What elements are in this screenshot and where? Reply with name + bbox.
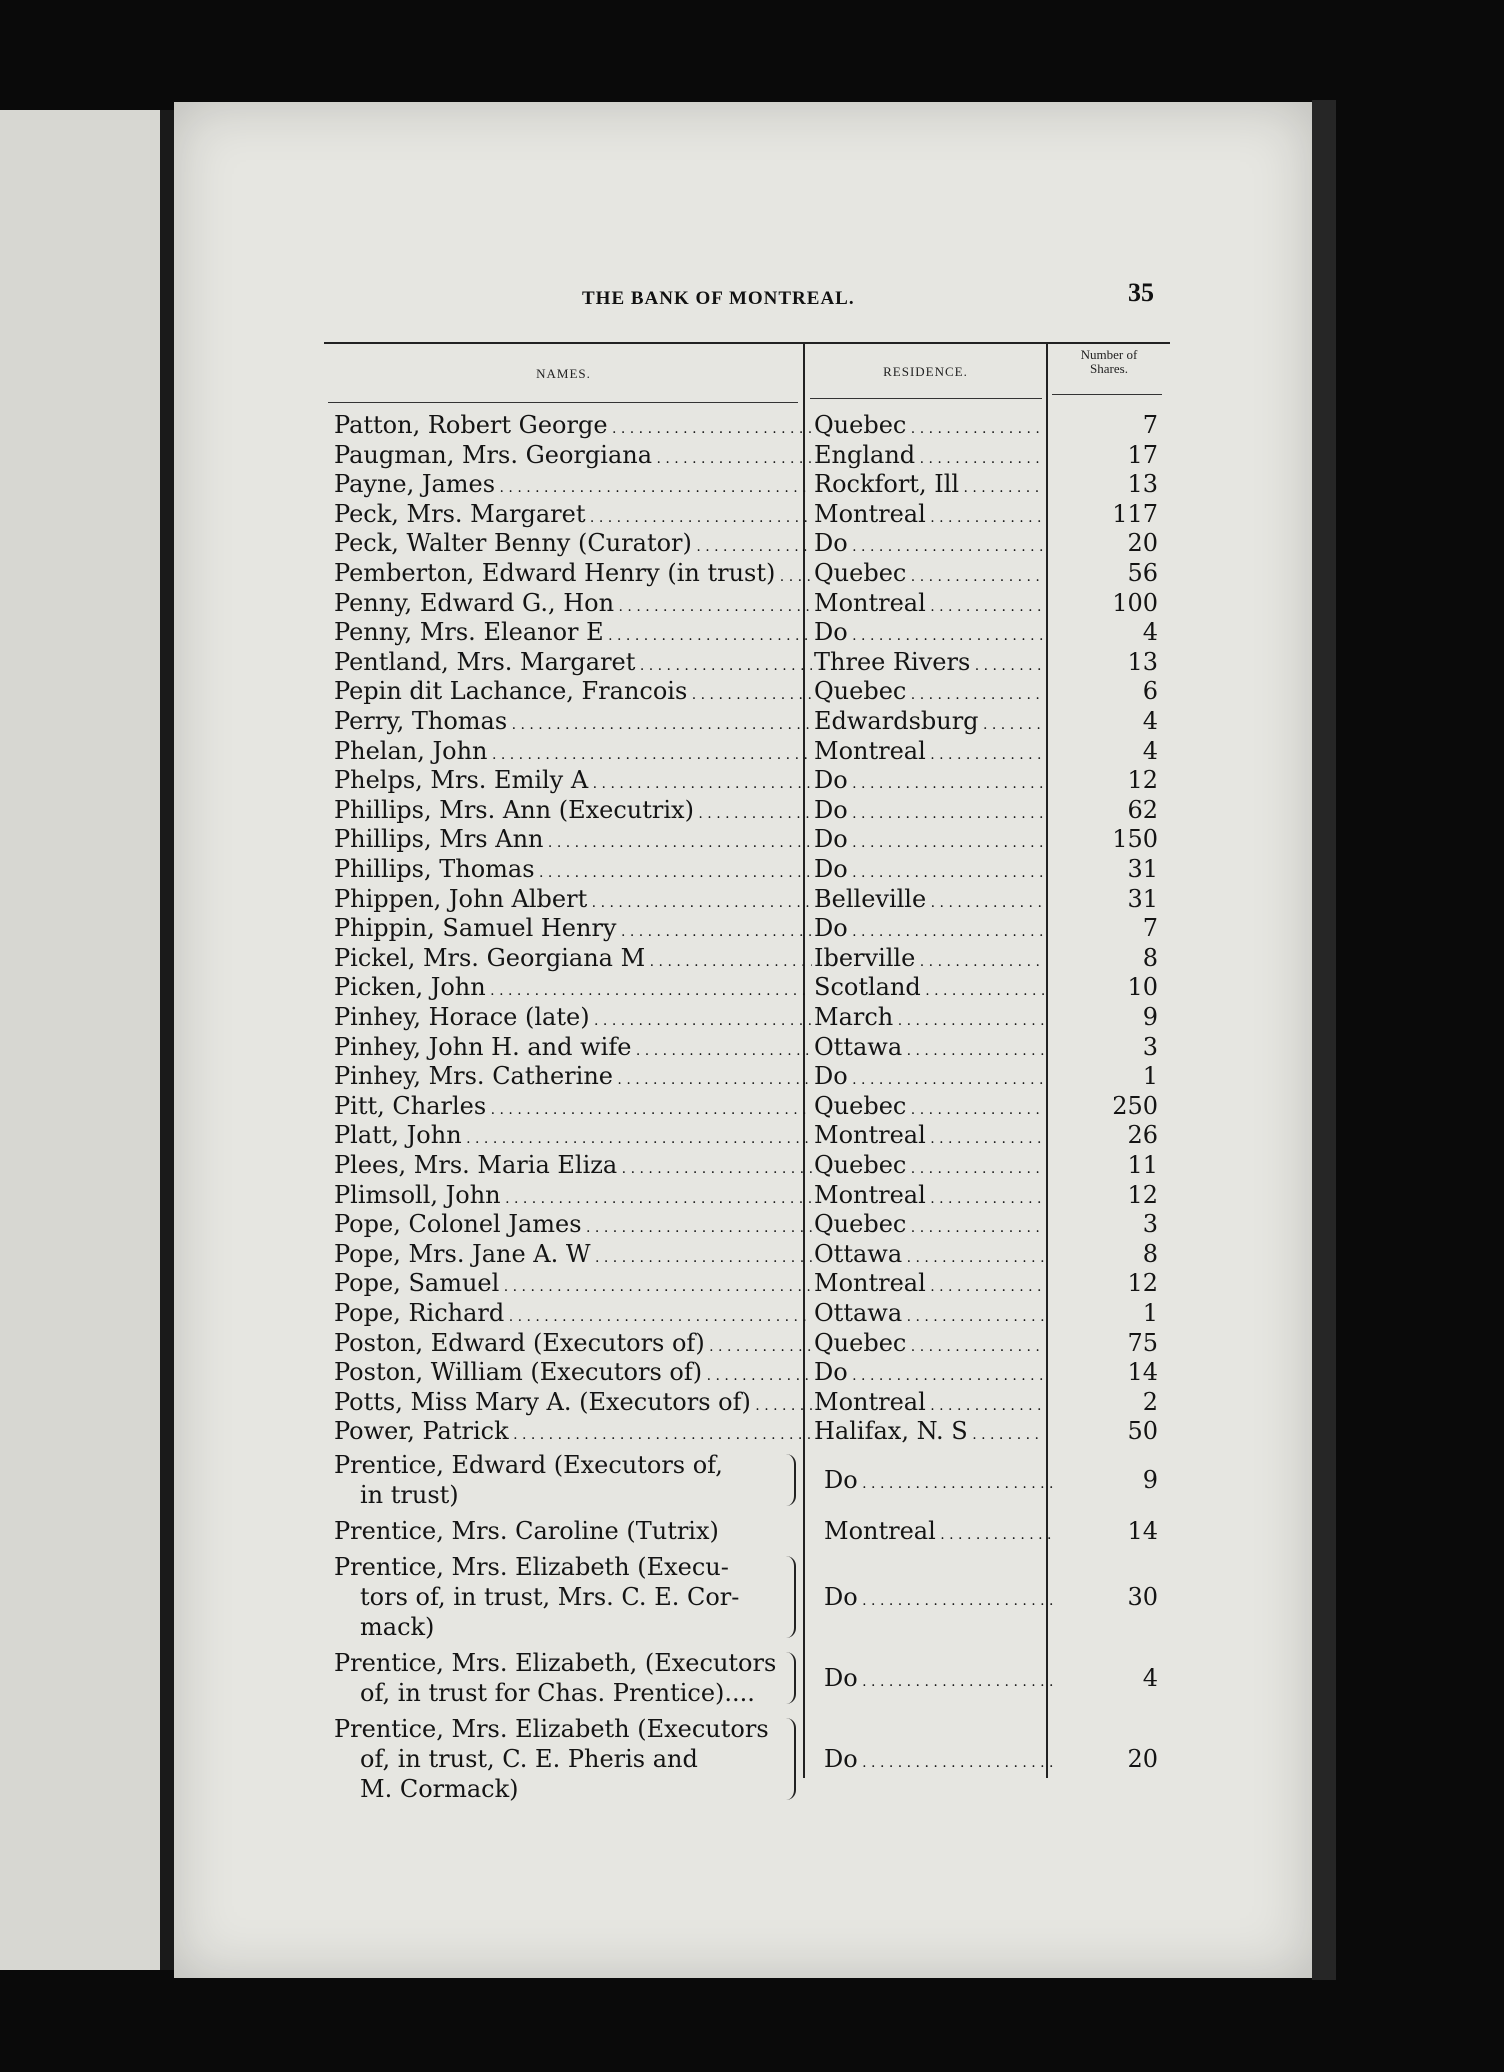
cell-residence: Quebec . . . <box>814 1150 1044 1184</box>
table-row <box>324 1002 1170 1032</box>
cell-shares: 4 <box>1142 736 1158 765</box>
cell-name: Poston, William (Executors of) . . . <box>334 1357 812 1391</box>
cell-shares: 7 <box>1142 914 1158 943</box>
cell-name: Pickel, Mrs. Georgiana M . . . <box>334 943 812 977</box>
cell-shares: 14 <box>1127 1517 1158 1545</box>
cell-residence: Edwardsburg . . . <box>814 706 1044 740</box>
cell-residence: Do . . . <box>824 1744 1054 1778</box>
table-row <box>324 884 1170 914</box>
table-row <box>324 1209 1170 1239</box>
brace-mark <box>784 1652 796 1704</box>
cell-name: Perry, Thomas . . . <box>334 706 812 740</box>
table-row <box>324 736 1170 766</box>
cell-shares: 8 <box>1142 943 1158 972</box>
page-number: 35 <box>1128 278 1154 307</box>
cell-residence: Do . . . <box>824 1465 1054 1499</box>
cell-shares: 3 <box>1142 1032 1158 1061</box>
cell-residence: Montreal . . . <box>814 1268 1044 1302</box>
table-row <box>324 1061 1170 1091</box>
cell-residence: Montreal . . . <box>814 1387 1044 1421</box>
page-header <box>174 278 1312 328</box>
table-row <box>324 1357 1170 1387</box>
cell-name: Pinhey, Mrs. Catherine . . . <box>334 1061 812 1095</box>
table-row <box>324 1239 1170 1269</box>
cell-name-line: Prentice, Mrs. Caroline (Tutrix) <box>334 1517 719 1545</box>
cell-shares: 20 <box>1127 1745 1158 1773</box>
cell-shares: 1 <box>1142 1062 1158 1091</box>
gutter-shadow <box>160 110 174 1970</box>
table-row <box>324 913 1170 943</box>
column-header-names: NAMES. <box>536 366 591 381</box>
cell-residence: Scotland . . . <box>814 972 1044 1006</box>
cell-residence: Do . . . <box>814 795 1044 829</box>
column-header-residence: RESIDENCE. <box>883 364 968 379</box>
table-row <box>324 676 1170 706</box>
facing-page <box>0 110 160 1970</box>
table-row <box>324 1091 1170 1121</box>
shareholder-table <box>324 342 1170 1803</box>
table-row-multiline <box>324 1714 1170 1804</box>
table-row <box>324 410 1170 440</box>
cell-shares: 250 <box>1112 1091 1158 1120</box>
cell-name: Plees, Mrs. Maria Eliza . . . <box>334 1150 812 1184</box>
cell-name: Potts, Miss Mary A. (Executors of) . . . <box>334 1387 812 1421</box>
cell-name-line: Prentice, Mrs. Elizabeth (Executors <box>334 1715 769 1743</box>
cell-shares: 11 <box>1127 1151 1158 1179</box>
cell-shares: 150 <box>1112 825 1158 854</box>
cell-residence: Quebec . . . <box>814 1091 1044 1125</box>
cell-name: Peck, Walter Benny (Curator) . . . <box>334 528 812 562</box>
cell-residence: Do . . . <box>824 1663 1054 1697</box>
table-row <box>324 499 1170 529</box>
cell-name: Power, Patrick . . . <box>334 1416 812 1450</box>
cell-residence: Three Rivers . . . <box>814 647 1044 681</box>
cell-name: Pope, Mrs. Jane A. W . . . <box>334 1239 812 1273</box>
cell-shares: 30 <box>1127 1583 1158 1611</box>
brace-mark <box>784 1718 796 1800</box>
cell-shares: 4 <box>1142 618 1158 647</box>
cell-shares: 10 <box>1127 973 1158 1002</box>
cell-residence: Montreal . . . <box>814 588 1044 622</box>
cell-shares: 4 <box>1142 707 1158 735</box>
cell-shares: 117 <box>1112 499 1158 528</box>
running-title: THE BANK OF MONTREAL. <box>582 288 855 309</box>
cell-shares: 9 <box>1142 1466 1158 1494</box>
cell-name-line: of, in trust, C. E. Pheris and <box>360 1745 698 1773</box>
table-row <box>324 528 1170 558</box>
cell-name: Phelan, John . . . <box>334 736 812 770</box>
table-row-multiline <box>324 1552 1170 1642</box>
cell-residence: Ottawa . . . <box>814 1298 1044 1332</box>
cell-name-line: Prentice, Mrs. Elizabeth, (Executors <box>334 1649 777 1677</box>
table-row <box>324 647 1170 677</box>
cell-residence: Do . . . <box>814 854 1044 888</box>
cell-residence: Do . . . <box>814 765 1044 799</box>
cell-shares: 7 <box>1142 411 1158 439</box>
cell-shares: 56 <box>1127 559 1158 587</box>
cell-shares: 75 <box>1127 1328 1158 1357</box>
table-row <box>324 588 1170 618</box>
cell-shares: 14 <box>1127 1358 1158 1387</box>
cell-name: Poston, Edward (Executors of) . . . <box>334 1328 812 1362</box>
cell-name-line: Prentice, Mrs. Elizabeth (Execu- <box>334 1553 729 1581</box>
cell-residence: Quebec . . . <box>814 676 1044 710</box>
table-row <box>324 617 1170 647</box>
cell-residence: Montreal . . . <box>814 1120 1044 1154</box>
cell-residence: March . . . <box>814 1002 1044 1036</box>
cell-name-line: tors of, in trust, Mrs. C. E. Cor- <box>360 1583 740 1611</box>
cell-shares: 20 <box>1127 529 1158 558</box>
cell-name: Pope, Richard . . . <box>334 1298 812 1332</box>
cell-name: Payne, James . . . <box>334 469 812 503</box>
page-edge <box>1312 100 1336 1980</box>
cell-name-line: M. Cormack) <box>360 1775 519 1803</box>
cell-name: Pope, Colonel James . . . <box>334 1209 812 1243</box>
table-row <box>324 765 1170 795</box>
header-rule-shares <box>1052 394 1162 395</box>
cell-residence: Quebec . . . <box>814 1209 1044 1243</box>
cell-shares: 31 <box>1127 884 1158 913</box>
cell-shares: 17 <box>1127 440 1158 469</box>
header-rule-names <box>328 402 798 403</box>
column-header-shares-line1: Number of <box>1080 347 1138 362</box>
cell-name: Pinhey, John H. and wife . . . <box>334 1032 812 1066</box>
cell-name-line: mack) <box>360 1613 435 1641</box>
table-row <box>324 943 1170 973</box>
table-row <box>324 1032 1170 1062</box>
cell-name: Pope, Samuel . . . <box>334 1268 812 1302</box>
table-row-multiline <box>324 1516 1170 1546</box>
cell-name: Picken, John . . . <box>334 972 812 1006</box>
cell-shares: 13 <box>1127 647 1158 676</box>
cell-residence: Do . . . <box>814 528 1044 562</box>
table-row <box>324 972 1170 1002</box>
cell-residence: Montreal . . . <box>824 1516 1054 1550</box>
table-row <box>324 854 1170 884</box>
cell-residence: Do . . . <box>814 1357 1044 1391</box>
cell-shares: 13 <box>1127 470 1158 499</box>
cell-shares: 50 <box>1127 1417 1158 1446</box>
table-row <box>324 795 1170 825</box>
cell-residence: Montreal . . . <box>814 1180 1044 1214</box>
cell-shares: 6 <box>1142 677 1158 706</box>
cell-residence: Do . . . <box>814 913 1044 947</box>
cell-shares: 9 <box>1142 1003 1158 1031</box>
table-row <box>324 1416 1170 1446</box>
cell-name: Phippen, John Albert . . . <box>334 884 812 918</box>
cell-shares: 31 <box>1127 855 1158 883</box>
cell-residence: Iberville . . . <box>814 943 1044 977</box>
cell-residence: Do . . . <box>814 617 1044 651</box>
table-row <box>324 706 1170 736</box>
table-row <box>324 1387 1170 1417</box>
cell-residence: Belleville . . . <box>814 884 1044 918</box>
document-page <box>174 102 1312 1978</box>
table-top-rule <box>324 342 1170 344</box>
cell-name: Plimsoll, John . . . <box>334 1180 812 1214</box>
cell-name: Phelps, Mrs. Emily A . . . <box>334 765 812 799</box>
cell-shares: 3 <box>1142 1210 1158 1239</box>
cell-name: Penny, Edward G., Hon . . . <box>334 588 812 622</box>
cell-name: Patton, Robert George . . . <box>334 410 812 444</box>
cell-residence: Montreal . . . <box>814 499 1044 533</box>
cell-residence: England . . . <box>814 440 1044 474</box>
cell-residence: Quebec . . . <box>814 410 1044 444</box>
table-row <box>324 1298 1170 1328</box>
cell-residence: Do . . . <box>814 824 1044 858</box>
cell-shares: 26 <box>1127 1121 1158 1150</box>
table-row <box>324 558 1170 588</box>
table-row <box>324 824 1170 854</box>
cell-residence: Halifax, N. S . . . <box>814 1416 1044 1450</box>
table-row <box>324 1180 1170 1210</box>
table-row-multiline <box>324 1648 1170 1708</box>
brace-mark <box>784 1556 796 1638</box>
cell-residence: Quebec . . . <box>814 558 1044 592</box>
cell-name: Peck, Mrs. Margaret . . . <box>334 499 812 533</box>
cell-shares: 2 <box>1142 1387 1158 1416</box>
header-rule-residence <box>810 398 1042 399</box>
cell-name: Phillips, Mrs Ann . . . <box>334 824 812 858</box>
cell-name: Penny, Mrs. Eleanor E . . . <box>334 617 812 651</box>
cell-residence: Montreal . . . <box>814 736 1044 770</box>
cell-name: Phippin, Samuel Henry . . . <box>334 913 812 947</box>
table-row <box>324 440 1170 470</box>
table-row-multiline <box>324 1450 1170 1510</box>
column-header-shares <box>1048 348 1170 376</box>
table-row <box>324 1268 1170 1298</box>
cell-name: Phillips, Thomas . . . <box>334 854 812 888</box>
cell-residence: Do . . . <box>814 1061 1044 1095</box>
cell-shares: 62 <box>1127 795 1158 824</box>
table-row <box>324 1328 1170 1358</box>
cell-residence: Quebec . . . <box>814 1328 1044 1362</box>
table-row <box>324 469 1170 499</box>
table-row <box>324 1120 1170 1150</box>
cell-name: Pentland, Mrs. Margaret . . . <box>334 647 812 681</box>
cell-residence: Ottawa . . . <box>814 1032 1044 1066</box>
table-row <box>324 1150 1170 1180</box>
cell-name: Pitt, Charles . . . <box>334 1091 812 1125</box>
cell-residence: Do . . . <box>824 1582 1054 1616</box>
cell-shares: 1 <box>1142 1299 1158 1327</box>
cell-shares: 12 <box>1127 766 1158 795</box>
brace-mark <box>784 1454 796 1506</box>
cell-name: Platt, John . . . <box>334 1120 812 1154</box>
cell-shares: 8 <box>1142 1239 1158 1268</box>
cell-residence: Ottawa . . . <box>814 1239 1044 1273</box>
cell-name: Pemberton, Edward Henry (in trust) . . . <box>334 558 812 592</box>
cell-shares: 4 <box>1142 1664 1158 1692</box>
cell-name-line: in trust) <box>360 1481 459 1509</box>
cell-name: Paugman, Mrs. Georgiana . . . <box>334 440 812 474</box>
cell-shares: 12 <box>1127 1269 1158 1298</box>
cell-residence: Rockfort, Ill . . . <box>814 469 1044 503</box>
column-header-shares-line2: Shares. <box>1090 361 1128 376</box>
cell-name-line: Prentice, Edward (Executors of, <box>334 1451 723 1479</box>
cell-name: Phillips, Mrs. Ann (Executrix) . . . <box>334 795 812 829</box>
cell-name: Pinhey, Horace (late) . . . <box>334 1002 812 1036</box>
cell-name-line: of, in trust for Chas. Prentice).... <box>360 1679 755 1707</box>
cell-name: Pepin dit Lachance, Francois . . . <box>334 676 812 710</box>
cell-shares: 12 <box>1127 1180 1158 1209</box>
cell-shares: 100 <box>1112 588 1158 617</box>
